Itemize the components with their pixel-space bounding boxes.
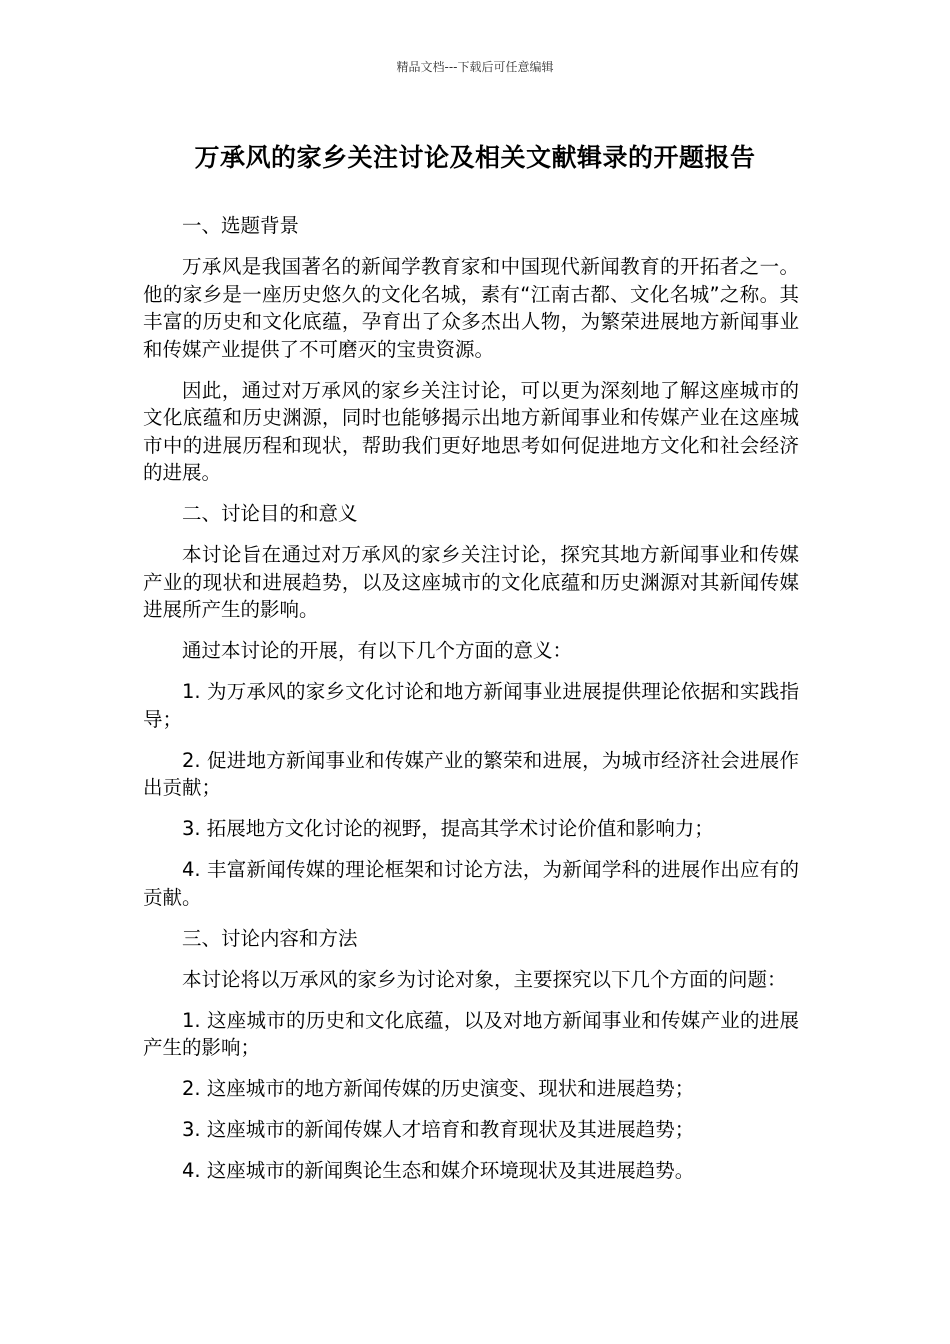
list-item: 1. 这座城市的历史和文化底蕴，以及对地方新闻事业和传媒产业的进展产生的影响； [143, 1008, 799, 1059]
list-item: 3. 这座城市的新闻传媒人才培育和教育现状及其进展趋势； [182, 1118, 695, 1141]
list-item: 2. 促进地方新闻事业和传媒产业的繁荣和进展，为城市经济社会进展作出贡献； [143, 748, 799, 799]
document-title: 万承风的家乡关注讨论及相关文献辑录的开题报告 [194, 143, 756, 172]
paragraph: 因此，通过对万承风的家乡关注讨论，可以更为深刻地了解这座城市的文化底蕴和历史渊源，同时也能够揭示出地方新闻事业和传媒产业在这座城市中的进展历程和现状，帮助我们更好地思考如何促进地方文化和社会经济的进展。 [143, 378, 799, 484]
section-heading-background: 一、选题背景 [182, 214, 300, 237]
list-item: 1. 为万承风的家乡文化讨论和地方新闻事业进展提供理论依据和实践指导； [143, 680, 799, 731]
list-item: 3. 拓展地方文化讨论的视野，提高其学术讨论价值和影响力； [182, 817, 714, 840]
section-heading-purpose: 二、讨论目的和意义 [182, 502, 358, 525]
list-item: 4. 这座城市的新闻舆论生态和媒介环境现状及其进展趋势。 [182, 1159, 695, 1182]
section-heading-content: 三、讨论内容和方法 [182, 926, 358, 950]
paragraph: 本讨论将以万承风的家乡为讨论对象，主要探究以下几个方面的问题： [182, 967, 787, 991]
list-item: 4. 丰富新闻传媒的理论框架和讨论方法，为新闻学科的进展作出应有的贡献。 [143, 858, 799, 909]
paragraph: 本讨论旨在通过对万承风的家乡关注讨论，探究其地方新闻事业和传媒产业的现状和进展趋势，以及这座城市的文化底蕴和历史渊源对其新闻传媒进展所产生的影响。 [143, 543, 799, 621]
document-body [143, 212, 799, 1198]
paragraph: 万承风是我国著名的新闻学教育家和中国现代新闻教育的开拓者之一。他的家乡是一座历史悠久的文化名城，素有“江南古都、文化名城”之称。其丰富的历史和文化底蕴，孕育出了众多杰出人物，为繁荣进展地方新闻事业和传媒产业提供了不可磨灭的宝贵资源。 [143, 255, 799, 361]
paragraph: 通过本讨论的开展，有以下几个方面的意义： [182, 639, 573, 662]
list-item: 2. 这座城市的地方新闻传媒的历史演变、现状和进展趋势； [182, 1077, 695, 1100]
page-header: 精品文档---下载后可任意编辑 [396, 60, 554, 74]
